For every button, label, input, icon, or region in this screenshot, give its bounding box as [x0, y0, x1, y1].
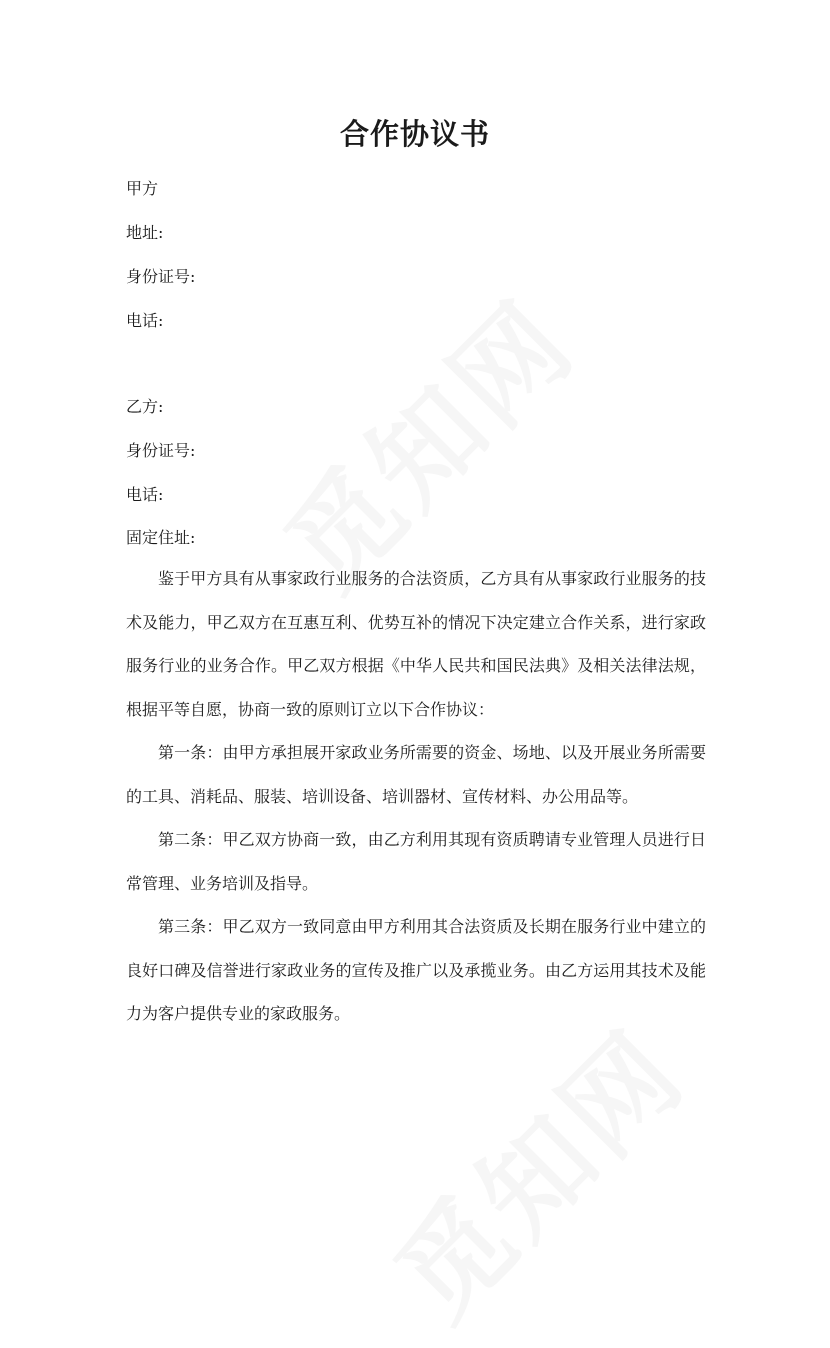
watermark-bottom [355, 990, 713, 1348]
document-title: 合作协议书 [339, 117, 490, 151]
party-b-phone-label: 电话: [126, 485, 164, 504]
party-b-id-label: 身份证号: [126, 441, 196, 460]
preamble-paragraph: 鉴于甲方具有从事家政行业服务的合法资质，乙方具有从事家政行业服务的技术及能力，甲乙双方在互惠互利、优势互补的情况下决定建立合作关系，进行家政服务行业的业务合作。甲乙双方根据《中华人民共和国民法典》及相关法律法规，根据平等自愿，协商一致的原则订立以下合作协议： [126, 569, 706, 719]
article-1-paragraph: 第一条：由甲方承担展开家政业务所需要的资金、场地、以及开展业务所需要的工具、消耗品、服装、培训设备、培训器材、宣传材料、办公用品等。 [126, 743, 706, 806]
party-a-label: 甲方 [126, 179, 159, 198]
party-a-phone-label: 电话: [126, 311, 164, 330]
party-a-address-label: 地址: [126, 223, 164, 242]
article-3-paragraph: 第三条：甲乙双方一致同意由甲方利用其合法资质及长期在服务行业中建立的良好口碑及信誉进行家政业务的宣传及推广以及承揽业务。由乙方运用其技术及能力为客户提供专业的家政服务。 [126, 917, 706, 1023]
party-a-id-label: 身份证号: [126, 267, 196, 286]
party-b-fixed-address-label: 固定住址: [126, 528, 196, 547]
article-2-paragraph: 第二条：甲乙双方协商一致，由乙方利用其现有资质聘请专业管理人员进行日常管理、业务培训及指导。 [126, 830, 706, 893]
party-b-label: 乙方: [126, 397, 164, 416]
